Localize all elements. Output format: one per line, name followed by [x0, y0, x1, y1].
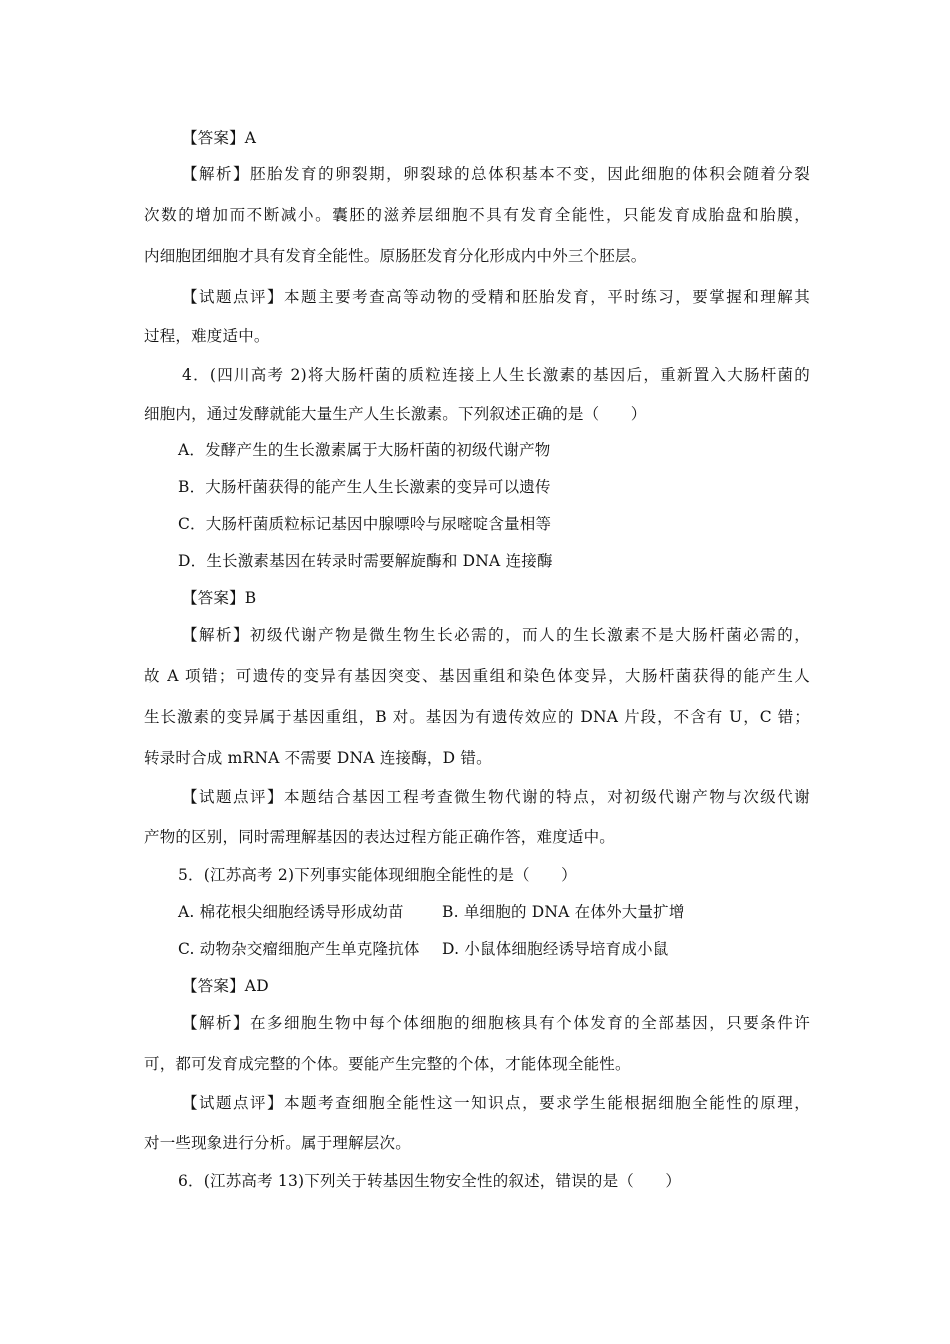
q5-analysis-line-2: 可，都可发育成完整的个体。要能产生完整的个体，才能体现全能性。: [144, 1055, 631, 1073]
q4-stem-line-1: 4．(四川高考 2)将大肠杆菌的质粒连接上人生长激素的基因后，重新置入大肠杆菌的: [182, 366, 810, 384]
q4-option-b: B．大肠杆菌获得的能产生人生长激素的变异可以遗传: [178, 478, 551, 496]
q5-option-d: D. 小鼠体细胞经诱导培育成小鼠: [442, 940, 669, 958]
q4-option-d: D．生长激素基因在转录时需要解旋酶和 DNA 连接酶: [178, 552, 553, 570]
q5-option-a: A. 棉花根尖细胞经诱导形成幼苗: [178, 903, 404, 921]
q5-comment-line-2: 对一些现象进行分析。属于理解层次。: [144, 1134, 411, 1152]
q4-analysis-line-4: 转录时合成 mRNA 不需要 DNA 连接酶，D 错。: [144, 749, 492, 767]
q4-stem-line-2: 细胞内，通过发酵就能大量生产人生长激素。下列叙述正确的是（ ）: [144, 405, 647, 423]
q5-analysis-line-1: 【解析】在多细胞生物中每个体细胞的细胞核具有个体发育的全部基因，只要条件许: [182, 1014, 810, 1032]
q6-stem: 6．(江苏高考 13)下列关于转基因生物安全性的叙述，错误的是（ ）: [178, 1172, 682, 1190]
q4-analysis-line-3: 生长激素的变异属于基因重组，B 对。基因为有遗传效应的 DNA 片段，不含有 U，C 错；: [144, 708, 810, 726]
q4-option-c: C．大肠杆菌质粒标记基因中腺嘌呤与尿嘧啶含量相等: [178, 515, 552, 533]
q3-analysis-line-1: 【解析】胚胎发育的卵裂期，卵裂球的总体积基本不变，因此细胞的体积会随着分裂: [182, 165, 810, 183]
q5-options-row-2: [178, 939, 668, 959]
q3-comment-line-1: 【试题点评】本题主要考查高等动物的受精和胚胎发育，平时练习，要掌握和理解其: [182, 288, 810, 306]
q3-answer: 【答案】A: [182, 129, 257, 147]
q4-comment-line-1: 【试题点评】本题结合基因工程考查微生物代谢的特点，对初级代谢产物与次级代谢: [182, 788, 810, 806]
q5-answer: 【答案】AD: [182, 977, 269, 995]
q4-analysis-line-1: 【解析】初级代谢产物是微生物生长必需的，而人的生长激素不是大肠杆菌必需的，: [182, 626, 810, 644]
q4-analysis-line-2: 故 A 项错；可遗传的变异有基因突变、基因重组和染色体变异，大肠杆菌获得的能产生人: [144, 667, 810, 685]
q5-option-c: C. 动物杂交瘤细胞产生单克隆抗体: [178, 940, 420, 958]
q3-analysis-line-3: 内细胞团细胞才具有发育全能性。原肠胚发育分化形成内中外三个胚层。: [144, 247, 647, 265]
q5-option-b: B. 单细胞的 DNA 在体外大量扩增: [442, 903, 685, 921]
q5-comment-line-1: 【试题点评】本题考查细胞全能性这一知识点，要求学生能根据细胞全能性的原理，: [182, 1094, 810, 1112]
q4-comment-line-2: 产物的区别，同时需理解基因的表达过程方能正确作答，难度适中。: [144, 828, 616, 846]
q4-option-a: A．发酵产生的生长激素属于大肠杆菌的初级代谢产物: [178, 441, 551, 459]
q3-analysis-line-2: 次数的增加而不断减小。囊胚的滋养层细胞不具有发育全能性，只能发育成胎盘和胎膜，: [144, 206, 810, 224]
q3-comment-line-2: 过程，难度适中。: [144, 327, 270, 345]
q5-stem: 5．(江苏高考 2)下列事实能体现细胞全能性的是（ ）: [178, 866, 577, 884]
q4-answer: 【答案】B: [182, 589, 257, 607]
q5-options-row-1: [178, 902, 685, 922]
